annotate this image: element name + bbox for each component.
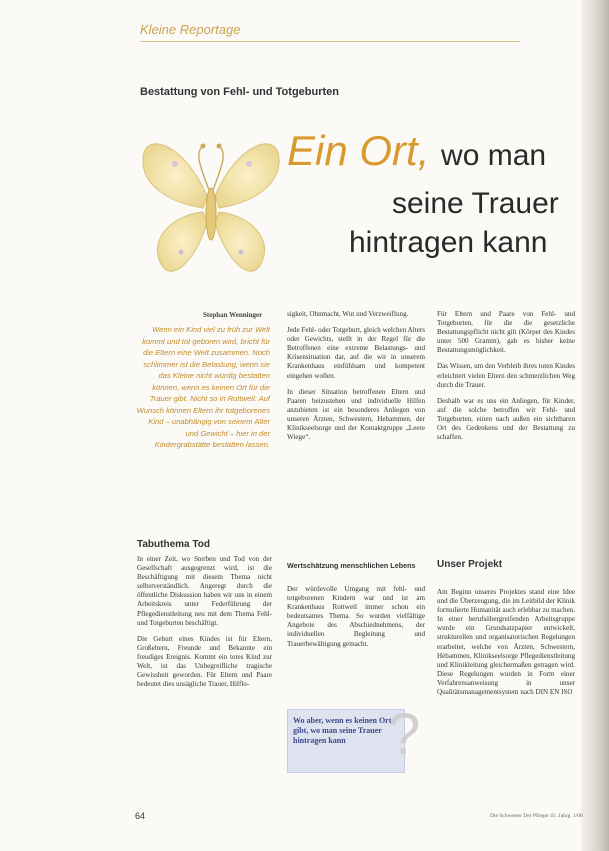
page-edge-shadow: [581, 0, 609, 851]
page-number: 64: [135, 811, 146, 821]
headline-accent: Ein Ort,: [287, 127, 430, 174]
kicker-rule: [140, 41, 520, 42]
column-2-text: [287, 310, 425, 449]
article-lead: Wenn ein Kind viel zu früh zur Welt kommt und tot geboren wird, bricht für die Eltern eine Welt zusammen. Noch schlimmer ist die Belastung, wenn sie das Kleine nicht würdig bestatten können, wenn es keinen Ort für die Trauer gibt. Nicht so in Rottweil: Auf Wunsch können Eltern ihr totgeborenes Kind – unabhängig von seinem Alter und Gewicht – hier in der Kindergrabstätte bestatten lassen.: [136, 325, 270, 449]
paragraph: Das Wissen, um den Verbleib ihres toten Kindes erleichtert vielen Eltern den schmerzlichen Weg durch die Trauer.: [437, 362, 575, 389]
paragraph: Der würdevolle Umgang mit fehl- und totgeborenen Kindern war und ist am Krankenhaus Rottweil immer schon ein bedeutsames Thema. So wurden vielfältige Angebote des Abschiednehmens, der individuellen Begleitung und Trauerbewältigung gemacht.: [287, 585, 425, 648]
pull-quote-text: Wo aber, wenn es keinen Ort gibt, wo man seine Trauer hintragen kann: [293, 716, 392, 745]
article-subtitle: Bestattung von Fehl- und Totgeburten: [140, 86, 339, 98]
headline-line-1-rest: wo man: [441, 139, 547, 172]
headline-line-2: seine Trauer: [392, 187, 559, 220]
paragraph: Am Beginn unseres Projektes stand eine Idee und die Überzeugung, die im Leitbild der Klinik formulierte Humanität auch erlebbar zu machen. In einer berufsübergreifenden Arbeitsgruppe wurde ein Grundsatzpapier entwickelt, strukturellen und organisatorischen Regelungen erarbeitet, welche von Ärzten, Schwestern, Hebammen, Klinikseelsorge Pflegedienstleitung und Klinikleitung gleichermaßen getragen wird. Diese Regelungen wurden in Form einer Verfahrensanweisung in unser Qualitätsmanagementsystem nach DIN EN ISO: [437, 588, 575, 697]
question-mark-icon: ?: [388, 702, 421, 767]
paragraph: sigkeit, Ohnmacht, Wut und Verzweiflung.: [287, 310, 409, 318]
headline-line-1: [287, 127, 547, 174]
heading-projekt: Unser Projekt: [437, 559, 503, 570]
journal-footer: Die Schwester Der Pfleger 45. Jahrg. 1/06: [490, 813, 583, 819]
column-2-text-lower: [287, 585, 425, 656]
paragraph: In einer Zeit, wo Sterben und Tod von der Gesellschaft ausgegrenzt wird, ist die Beschäftigung mit diesem Thema nicht selbstverständlich. Angeregt durch die öffentliche Diskussion haben wir uns in einem Arbeitskreis unter Federführung der Pflegedienstleitung neu mit dem Thema Fehl- und Totgeburten beschäftigt.: [137, 555, 272, 627]
heading-tabuthema: Tabuthema Tod: [137, 539, 210, 550]
paragraph: Die Geburt eines Kindes ist für Eltern, Großeltern, Freunde und Bekannte ein freudiges Ereignis. Kommt ein totes Kind zur Welt, ist das Unbegreifliche tragische Gewissheit geworden. Für Eltern und Paare bedeutet dies unsägliche Trauer, Hilflo-: [137, 634, 272, 689]
heading-wertschaetzung: Wertschätzung menschlichen Lebens: [287, 561, 416, 570]
paragraph: Deshalb war es uns ein Anliegen, für Kinder, auf die solche betroffen wir Fehl- und Totgeburten, einen nach außen ein sichtbaren Ort des Gedenkens und der Bestattung zu schaffen.: [437, 396, 575, 442]
author-byline: Stephan Wenninger: [203, 311, 263, 319]
headline-line-3: hintragen kann: [349, 226, 548, 259]
column-3-text-lower: [437, 588, 575, 704]
column-1-text: [137, 555, 272, 696]
paragraph: Für Eltern und Paare von Fehl- und Totgeburten, für die die gesetzliche Bestattungspflicht nicht gilt (Körper des Kindes unter 500 Gramm), gab es bisher keine Bestattungsmöglichkeit.: [437, 310, 575, 355]
section-kicker: Kleine Reportage: [140, 22, 241, 37]
column-3-text: [437, 310, 575, 449]
paragraph: In dieser Situation betroffenen Eltern und Paaren beizustehen und individuelle Hilfen anzubieten ist ein besonderes Anliegen von unseren Ärzten, Schwestern, Hebammen, der Klinikseelsorge und der Kontaktgruppe „Leere Wiege“.: [287, 387, 425, 442]
butterfly-illustration: [137, 124, 285, 304]
paragraph: Jede Fehl- oder Totgeburt, gleich welchen Alters oder Gewichts, stellt in der Regel für die Betroffenen eine extreme Belastungs- und Krisensituation dar, auf die wir in unserem Krankenhaus einfühlsam und kompetent eingehen wollen.: [287, 326, 425, 380]
